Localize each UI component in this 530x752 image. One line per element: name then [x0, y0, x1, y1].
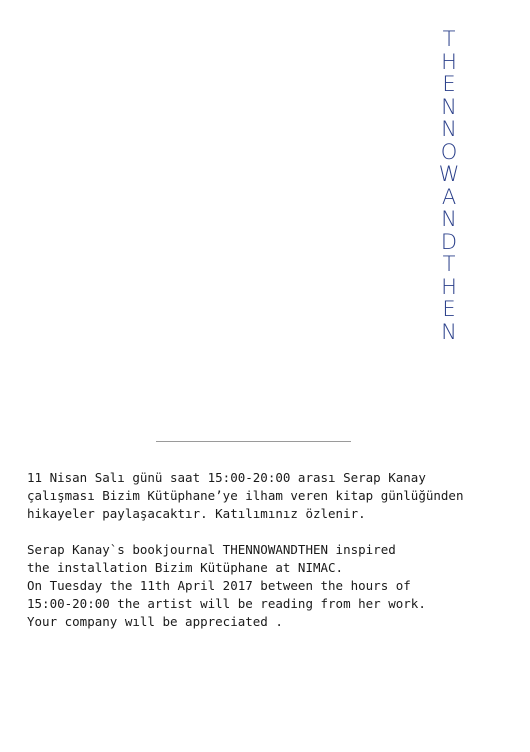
title-letter: O	[440, 139, 458, 164]
title-letter: E	[442, 72, 456, 96]
title-letter: H	[441, 49, 457, 74]
title-letter: T	[442, 27, 456, 51]
title-letter: W	[438, 162, 460, 186]
text-line: çalışması Bizim Kütüphane’ye ilham veren kitap günlüğünden	[27, 488, 464, 503]
title-letter: N	[441, 319, 457, 344]
text-line: Your company wıll be appreciated .	[27, 614, 283, 629]
title-letter: T	[442, 252, 456, 276]
text-line: Serap Kanay`s bookjournal THENNOWANDTHEN inspired	[27, 542, 396, 557]
title-letter: D	[440, 229, 458, 254]
text-line: 15:00-20:00 the artist will be reading from her work.	[27, 596, 426, 611]
text-line: the installation Bizim Kütüphane at NIMAC.	[27, 560, 344, 575]
title-letter: H	[441, 274, 457, 299]
title-letter: A	[441, 184, 457, 209]
title-letter: E	[442, 297, 456, 321]
title-letter: N	[441, 94, 457, 119]
text-line: hikayeler paylaşacaktır. Katılımınız özlenir.	[27, 506, 366, 521]
divider-line	[156, 441, 351, 442]
english-paragraph	[27, 541, 522, 631]
text-line: On Tuesday the 11th April 2017 between the hours of	[27, 578, 411, 593]
title-letter: N	[441, 207, 457, 231]
title-letter: N	[441, 117, 457, 141]
vertical-title	[436, 28, 462, 343]
turkish-paragraph	[27, 469, 522, 523]
text-line: 11 Nisan Salı günü saat 15:00-20:00 arası Serap Kanay	[27, 470, 426, 485]
